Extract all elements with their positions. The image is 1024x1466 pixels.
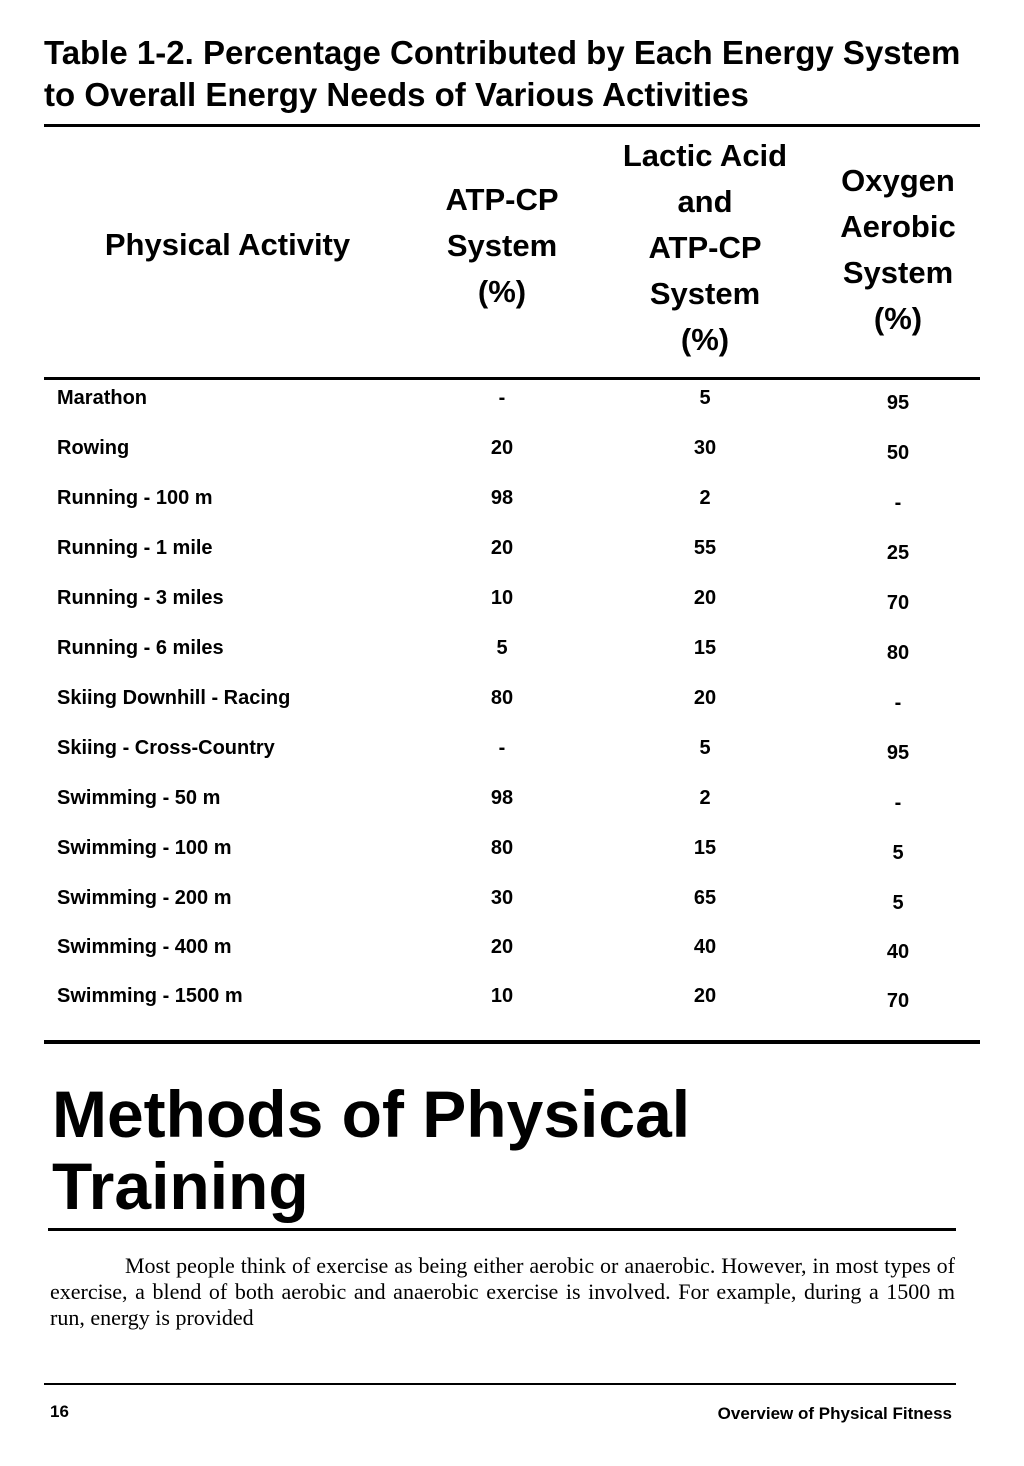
header-oxygen-aerobic xyxy=(812,158,984,342)
table-row xyxy=(0,981,1024,1011)
table-top-rule xyxy=(44,124,980,127)
cell-oxygen: 95 xyxy=(886,742,910,764)
cell-lactic-acid: 5 xyxy=(699,737,711,759)
table-row xyxy=(0,833,1024,863)
cell-atp-cp: 10 xyxy=(490,985,514,1007)
header-oxygen-aerobic-line: System xyxy=(842,255,954,290)
cell-activity: Swimming - 200 m xyxy=(57,887,232,909)
cell-lactic-acid: 30 xyxy=(693,437,717,459)
table-row xyxy=(0,783,1024,813)
cell-activity: Running - 1 mile xyxy=(57,537,213,559)
cell-lactic-acid: 5 xyxy=(699,387,711,409)
header-lactic-acid-line: and xyxy=(677,184,733,219)
cell-atp-cp: 98 xyxy=(490,787,514,809)
cell-activity: Swimming - 100 m xyxy=(57,837,232,859)
cell-oxygen: 70 xyxy=(886,592,910,614)
header-oxygen-aerobic-line: (%) xyxy=(873,301,923,336)
header-oxygen-aerobic-line: Aerobic xyxy=(840,209,956,244)
cell-oxygen: - xyxy=(894,792,902,814)
cell-lactic-acid: 2 xyxy=(699,787,711,809)
cell-lactic-acid: 15 xyxy=(693,837,717,859)
cell-oxygen: 95 xyxy=(886,392,910,414)
section-rule xyxy=(48,1228,956,1231)
cell-activity: Rowing xyxy=(57,437,130,459)
header-lactic-acid-line: Lactic Acid xyxy=(622,138,788,173)
cell-activity: Marathon xyxy=(57,387,147,409)
footer-rule xyxy=(44,1383,956,1385)
header-atp-cp-line: ATP-CP xyxy=(445,182,559,217)
cell-activity: Running - 100 m xyxy=(57,487,213,509)
cell-activity: Running - 3 miles xyxy=(57,587,224,609)
cell-atp-cp: 80 xyxy=(490,837,514,859)
header-physical-activity-line: Physical Activity xyxy=(104,227,351,262)
cell-oxygen: 5 xyxy=(892,892,904,914)
cell-atp-cp: 80 xyxy=(490,687,514,709)
header-atp-cp xyxy=(412,177,592,315)
cell-oxygen: 70 xyxy=(886,990,910,1012)
page-number: 16 xyxy=(50,1402,69,1421)
cell-atp-cp: 5 xyxy=(496,637,508,659)
cell-atp-cp: - xyxy=(498,387,506,409)
cell-oxygen: - xyxy=(894,492,902,514)
table-row xyxy=(0,633,1024,663)
cell-atp-cp: 20 xyxy=(490,437,514,459)
cell-lactic-acid: 20 xyxy=(693,587,717,609)
cell-atp-cp: 98 xyxy=(490,487,514,509)
table-row xyxy=(0,733,1024,763)
cell-atp-cp: 20 xyxy=(490,537,514,559)
table-row xyxy=(0,533,1024,563)
table-bottom-rule xyxy=(44,1040,980,1044)
header-oxygen-aerobic-line: Oxygen xyxy=(841,163,955,198)
header-lactic-acid xyxy=(600,133,810,363)
cell-activity: Skiing Downhill - Racing xyxy=(57,687,291,709)
table-row xyxy=(0,483,1024,513)
cell-lactic-acid: 20 xyxy=(693,985,717,1007)
cell-activity: Swimming - 1500 m xyxy=(57,985,243,1007)
table-title: Table 1-2. Percentage Contributed by Each Energy System to Overall Energy Needs of Various Activities xyxy=(44,34,961,113)
cell-oxygen: 80 xyxy=(886,642,910,664)
cell-lactic-acid: 65 xyxy=(693,887,717,909)
header-physical-activity xyxy=(80,222,375,268)
cell-lactic-acid: 20 xyxy=(693,687,717,709)
cell-atp-cp: 20 xyxy=(490,936,514,958)
table-row xyxy=(0,932,1024,962)
cell-activity: Running - 6 miles xyxy=(57,637,224,659)
table-row xyxy=(0,883,1024,913)
cell-lactic-acid: 2 xyxy=(699,487,711,509)
cell-activity: Swimming - 400 m xyxy=(57,936,232,958)
table-row xyxy=(0,383,1024,413)
section-title: Methods of Physical Training xyxy=(52,1077,691,1223)
body-paragraph: Most people think of exercise as being either aerobic or anaerobic. However, in most types of exercise, a blend of both aerobic and anaerobic exercise is involved. For example, during a 1500 m run, energy is provided xyxy=(50,1253,955,1330)
table-row xyxy=(0,683,1024,713)
cell-atp-cp: - xyxy=(498,737,506,759)
header-atp-cp-line: System xyxy=(446,228,558,263)
table-header-rule xyxy=(44,377,980,380)
cell-atp-cp: 10 xyxy=(490,587,514,609)
header-lactic-acid-line: System xyxy=(649,276,761,311)
cell-lactic-acid: 40 xyxy=(693,936,717,958)
header-lactic-acid-line: ATP-CP xyxy=(648,230,762,265)
cell-lactic-acid: 15 xyxy=(693,637,717,659)
cell-activity: Skiing - Cross-Country xyxy=(57,737,275,759)
cell-atp-cp: 30 xyxy=(490,887,514,909)
cell-activity: Swimming - 50 m xyxy=(57,787,221,809)
cell-oxygen: 50 xyxy=(886,442,910,464)
cell-oxygen: 25 xyxy=(886,542,910,564)
table-row xyxy=(0,583,1024,613)
header-lactic-acid-line: (%) xyxy=(680,322,730,357)
cell-lactic-acid: 55 xyxy=(693,537,717,559)
running-footer-title: Overview of Physical Fitness xyxy=(717,1404,952,1423)
cell-oxygen: 40 xyxy=(886,941,910,963)
table-row xyxy=(0,433,1024,463)
cell-oxygen: 5 xyxy=(892,842,904,864)
header-atp-cp-line: (%) xyxy=(477,274,527,309)
cell-oxygen: - xyxy=(894,692,902,714)
